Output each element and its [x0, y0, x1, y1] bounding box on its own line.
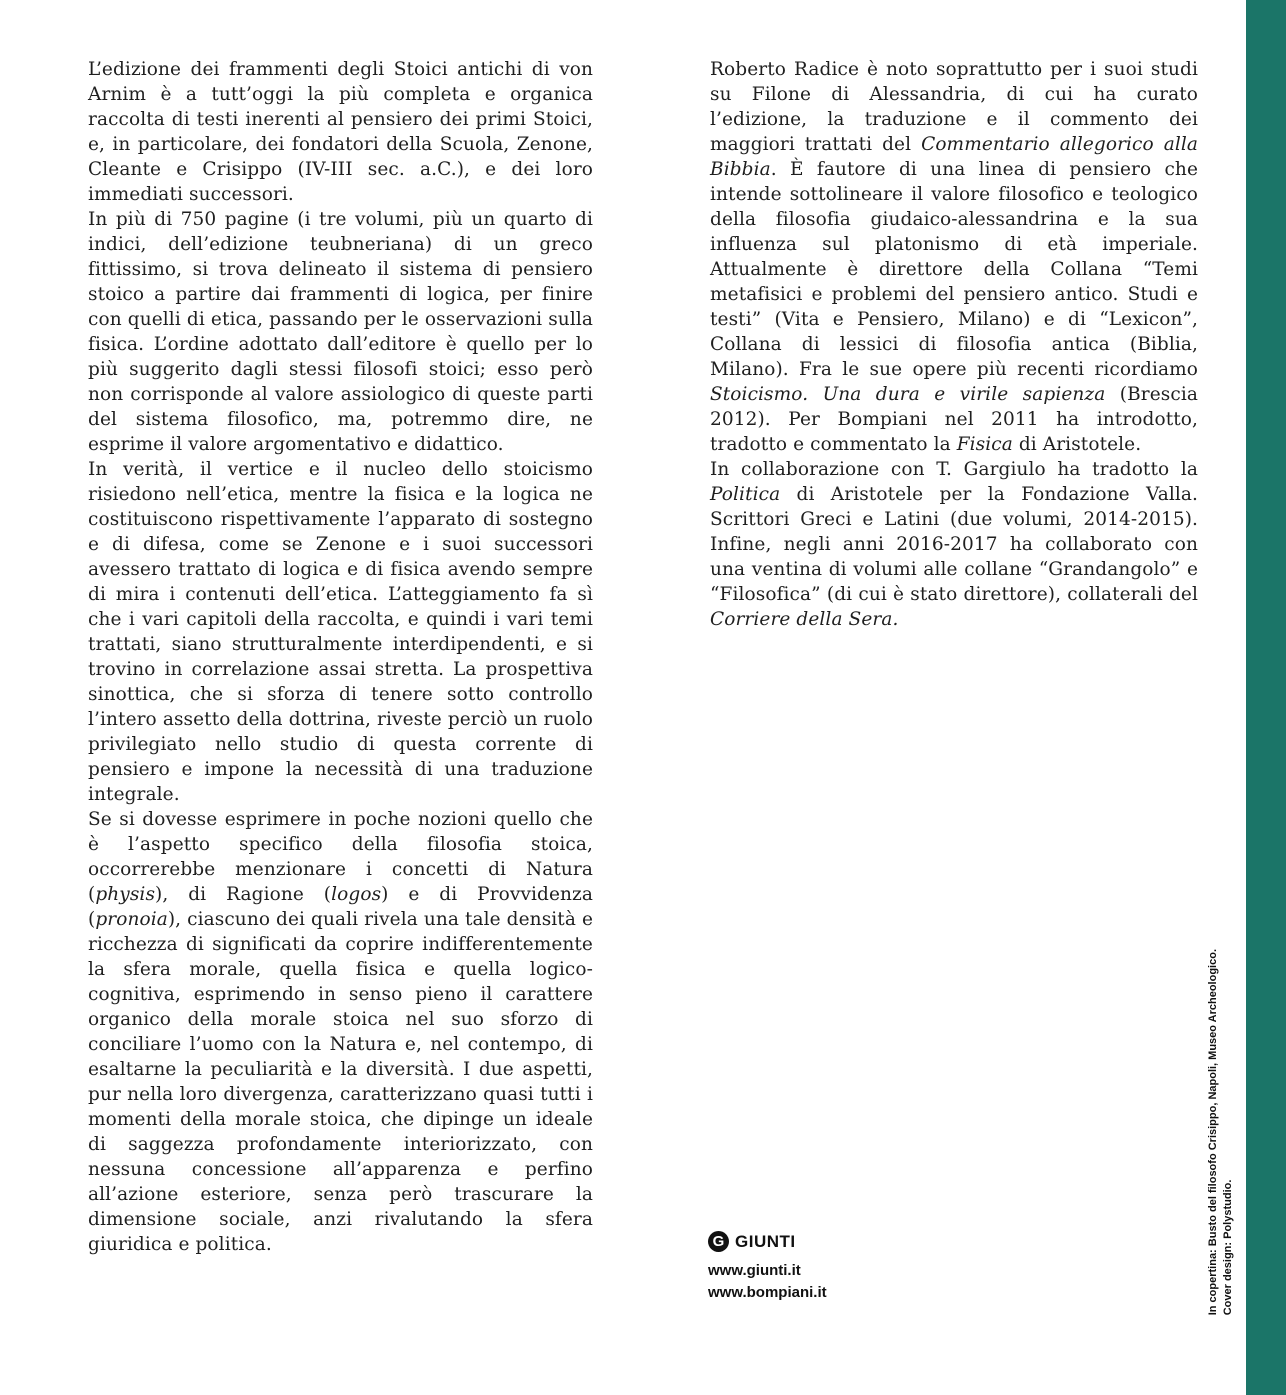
giunti-logo — [708, 1231, 827, 1252]
left-column-text — [88, 57, 593, 1257]
accent-stripe — [1246, 0, 1286, 1395]
paragraph: In verità, il vertice e il nucleo dello stoicismo risiedono nell’etica, mentre la fisica e la logica ne costituiscono rispettivamente l’apparato di sostegno e di difesa, come se Zenone e i suoi successori avessero trattato di logica e di fisica avendo sempre di mira i contenuti dell’etica. L’atteggiamento fa sì che i vari capitoli della raccolta, e quindi i vari temi trattati, siano strutturalmente interdipendenti, e si trovino in correlazione assai stretta. La prospettiva sinottica, che si sforza di tenere sotto controllo l’intero assetto della dottrina, riveste perciò un ruolo privilegiato nello studio di questa corrente di pensiero e impone la necessità di una traduzione integrale. — [88, 459, 593, 805]
right-column-text — [710, 57, 1198, 632]
giunti-logo-icon: G — [708, 1231, 729, 1252]
url-bompiani: www.bompiani.it — [708, 1284, 827, 1301]
paragraph: In più di 750 pagine (i tre volumi, più un quarto di indici, dell’edizione teubneriana) di un greco fittissimo, si trova delineato il sistema di pensiero stoico a partire dai frammenti di logica, per finire con quelli di etica, passando per le osservazioni sulla fisica. L’ordine adottato dall’editore è quello per lo più suggerito dagli stessi filosofi stoici; esso però non corrisponde al valore assiologico di queste parti del sistema filosofico, ma, potremmo dire, ne esprime il valore argomentativo e didattico. — [88, 209, 593, 455]
paragraph: Roberto Radice è noto soprattutto per i suoi studi su Filone di Alessandria, di cui ha curato l’edizione, la traduzione e il commento dei maggiori trattati del Commentario allegorico alla Bibbia. È fautore di una linea di pensiero che intende sottolineare il valore filosofico e teologico della filosofia giudaico-alessandrina e la sua influenza sul platonismo di età imperiale. Attualmente è direttore della Collana “Temi metafisici e problemi del pensiero antico. Studi e testi” (Vita e Pensiero, Milano) e di “Lexicon”, Collana di lessici di filosofia antica (Biblia, Milano). Fra le sue opere più recenti ricordiamo Stoicismo. Una dura e virile sapienza (Brescia 2012). Per Bompiani nel 2011 ha introdotto, tradotto e commentato la Fisica di Aristotele. — [710, 59, 1198, 455]
paragraph: L’edizione dei frammenti degli Stoici antichi di von Arnim è a tutt’oggi la più completa e organica raccolta di testi inerenti al pensiero dei primi Stoici, e, in particolare, dei fondatori della Scuola, Zenone, Cleante e Crisippo (IV-III sec. a.C.), e dei loro immediati successori. — [88, 59, 593, 205]
paragraph: In collaborazione con T. Gargiulo ha tradotto la Politica di Aristotele per la Fondazione Valla. Scrittori Greci e Latini (due volumi, 2014-2015). Infine, negli anni 2016-2017 ha collaborato con una ventina di volumi alle collane “Grandangolo” e “Filosofica” (di cui è stato direttore), collaterali del Corriere della Sera. — [710, 459, 1198, 630]
url-giunti: www.giunti.it — [708, 1262, 801, 1279]
paragraph: Se si dovesse esprimere in poche nozioni quello che è l’aspetto specifico della filosofia stoica, occorrerebbe menzionare i concetti di Natura (physis), di Ragione (logos) e di Provvidenza (pronoia), ciascuno dei quali rivela una tale densità e ricchezza di significati da coprire indifferentemente la sfera morale, quella fisica e quella logico-cognitiva, esprimendo in senso pieno il carattere organico della morale stoica nel suo sforzo di conciliare l’uomo con la Natura e, nel contempo, di esaltarne la peculiarità e la diversità. I due aspetti, pur nella loro divergenza, caratterizzano quasi tutti i momenti della morale stoica, che dipinge un ideale di saggezza profondamente interiorizzato, con nessuna concessione all’apparenza e perfino all’azione esteriore, senza però trascurare la dimensione sociale, anzi rivalutando la sfera giuridica e politica. — [88, 809, 593, 1255]
cover-credits-vertical — [1206, 949, 1236, 1315]
cover-credit-line-1: In copertina: Busto del filosofo Crisippo, Napoli, Museo Archeologico. — [1207, 948, 1219, 1315]
publisher-block — [708, 1231, 827, 1304]
cover-credit-line-2: Cover design: Polystudio. — [1222, 1179, 1234, 1315]
giunti-logo-text: GIUNTI — [735, 1231, 796, 1251]
